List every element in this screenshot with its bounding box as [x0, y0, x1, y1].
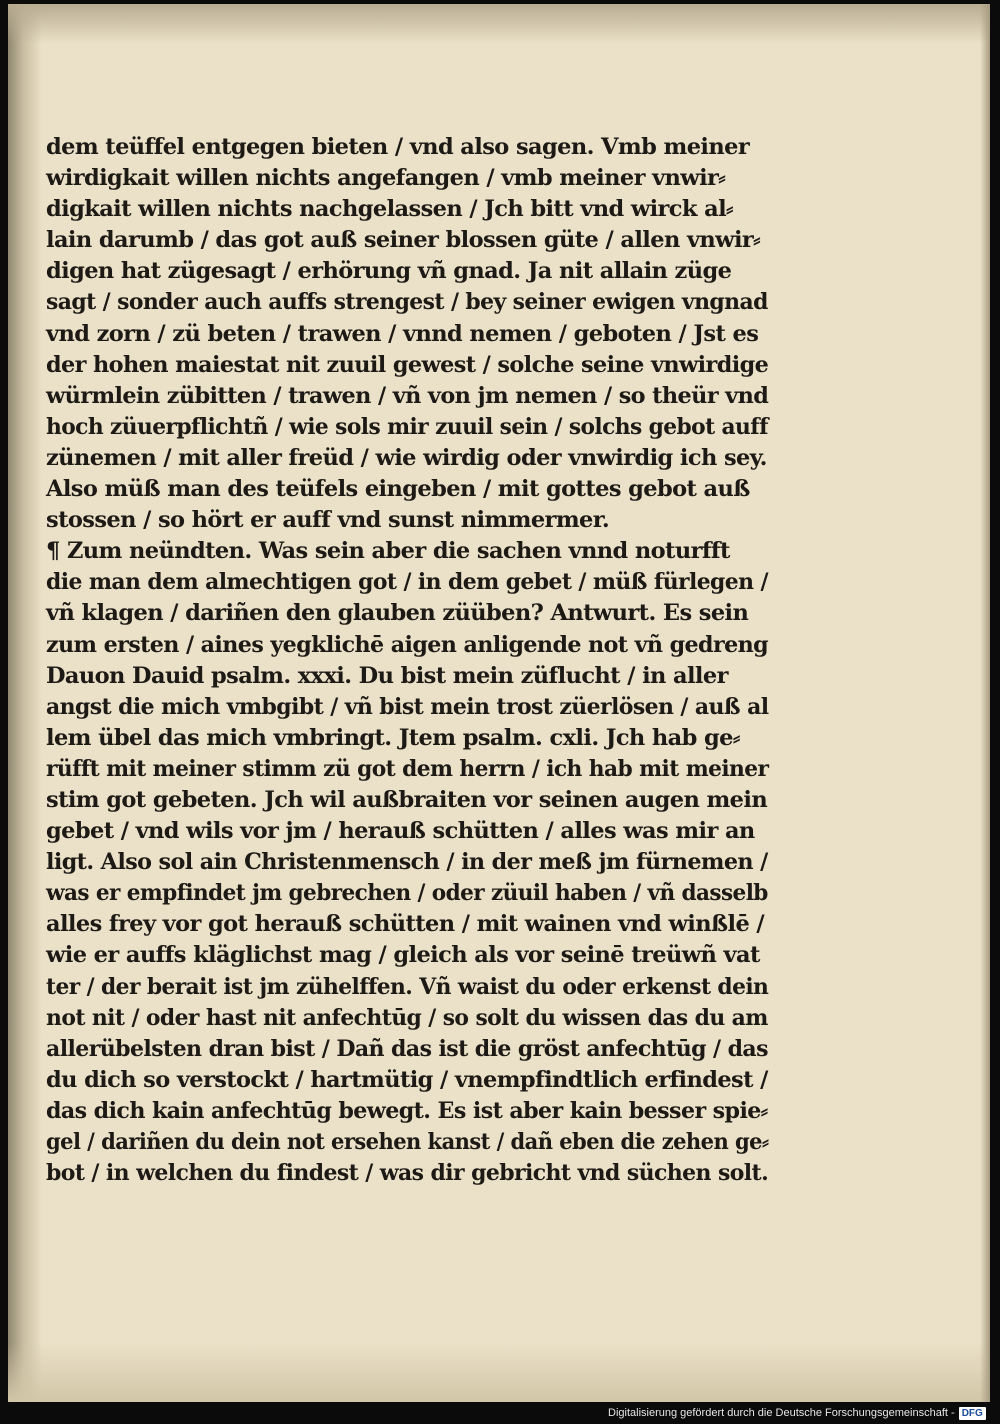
text-line: wie er auffs kläglichst mag / gleich als vor seinē treüwñ vat	[46, 942, 760, 969]
text-line: du dich so verstockt / hartmütig / vnempfindtlich erfindest /	[46, 1066, 768, 1093]
text-line: bot / in welchen du findest / was dir gebricht vnd süchen solt.	[46, 1160, 769, 1187]
text-line: der hohen maiestat nit zuuil gewest / solche seine vnwirdige	[46, 351, 769, 378]
text-line: würmlein zübitten / trawen / vñ von jm nemen / so theür vnd	[46, 382, 769, 409]
text-line: gebet / vnd wils vor jm / herauß schütten / alles was mir an	[46, 818, 755, 845]
text-line: wirdigkait willen nichts angefangen / vmb meiner vnwir⸗	[46, 165, 726, 192]
text-line: stim got gebeten. Jch wil außbraiten vor seinen augen mein	[46, 786, 768, 813]
text-line: allerübelsten dran bist / Dañ das ist die gröst anfechtūg / das	[46, 1035, 768, 1062]
text-line: zünemen / mit aller freüd / wie wirdig oder vnwirdig ich sey.	[46, 444, 767, 471]
text-line: lain darumb / das got auß seiner blossen güte / allen vnwir⸗	[46, 227, 761, 254]
text-line: stossen / so hört er auff vnd sunst nimmermer.	[46, 507, 610, 534]
text-line: das dich kain anfechtūg bewegt. Es ist aber kain besser spie⸗	[46, 1097, 768, 1124]
text-line: ¶ Zum neündten. Was sein aber die sachen vnnd noturfft	[46, 538, 730, 565]
funding-notice: Digitalisierung gefördert durch die Deutsche Forschungsgemeinschaft -	[608, 1407, 955, 1419]
text-line: dem teüffel entgegen bieten / vnd also sagen. Vmb meiner	[46, 134, 750, 160]
dfg-logo: DFG	[959, 1407, 986, 1420]
text-line: Also müß man des teüfels eingeben / mit gottes gebot auß	[46, 476, 750, 503]
text-line: sagt / sonder auch auffs strengest / bey seiner ewigen vngnad	[46, 289, 768, 316]
scanned-page	[8, 4, 990, 1402]
text-line: vnd zorn / zü beten / trawen / vnnd nemen / geboten / Jst es	[46, 320, 759, 347]
text-line: ligt. Also sol ain Christenmensch / in der meß jm fürnemen /	[46, 849, 768, 876]
text-line: angst die mich vmbgibt / vñ bist mein trost züerlösen / auß al	[46, 693, 769, 720]
text-block	[46, 132, 768, 1189]
page-bottom-shadow	[8, 1342, 990, 1402]
text-line: rüfft mit meiner stimm zü got dem herrn / ich hab mit meiner	[46, 755, 769, 782]
page-right-edge	[980, 4, 990, 1402]
text-line: zum ersten / aines yegklichē aigen anligende not vñ gedreng	[46, 631, 769, 658]
text-line: Dauon Dauid psalm. xxxi. Du bist mein züflucht / in aller	[46, 662, 728, 689]
text-line: die man dem almechtigen got / in dem gebet / müß fürlegen /	[46, 569, 768, 596]
text-line: digkait willen nichts nachgelassen / Jch bitt vnd wirck al⸗	[46, 196, 733, 223]
text-line: digen hat zügesagt / erhörung vñ gnad. Ja nit allain züge	[46, 258, 732, 285]
page-gutter-shadow	[8, 4, 42, 1402]
text-line: not nit / oder hast nit anfechtūg / so solt du wissen das du am	[46, 1004, 768, 1031]
text-line: lem übel das mich vmbringt. Jtem psalm. cxli. Jch hab ge⸗	[46, 724, 740, 751]
text-line: vñ klagen / dariñen den glauben züüben? Antwurt. Es sein	[46, 600, 749, 627]
funding-footer	[608, 1404, 986, 1422]
text-line: ter / der berait ist jm zühelffen. Vñ waist du oder erkenst dein	[46, 973, 769, 1000]
text-line: alles frey vor got herauß schütten / mit wainen vnd winßlē /	[46, 911, 765, 938]
text-line: was er empfindet jm gebrechen / oder züuil haben / vñ dasselb	[46, 880, 768, 907]
text-line: hoch züuerpflichtñ / wie sols mir zuuil sein / solchs gebot auff	[46, 413, 768, 440]
text-line: gel / dariñen du dein not ersehen kanst / dañ eben die zehen ge⸗	[46, 1129, 769, 1155]
page-top-shadow	[8, 4, 990, 44]
